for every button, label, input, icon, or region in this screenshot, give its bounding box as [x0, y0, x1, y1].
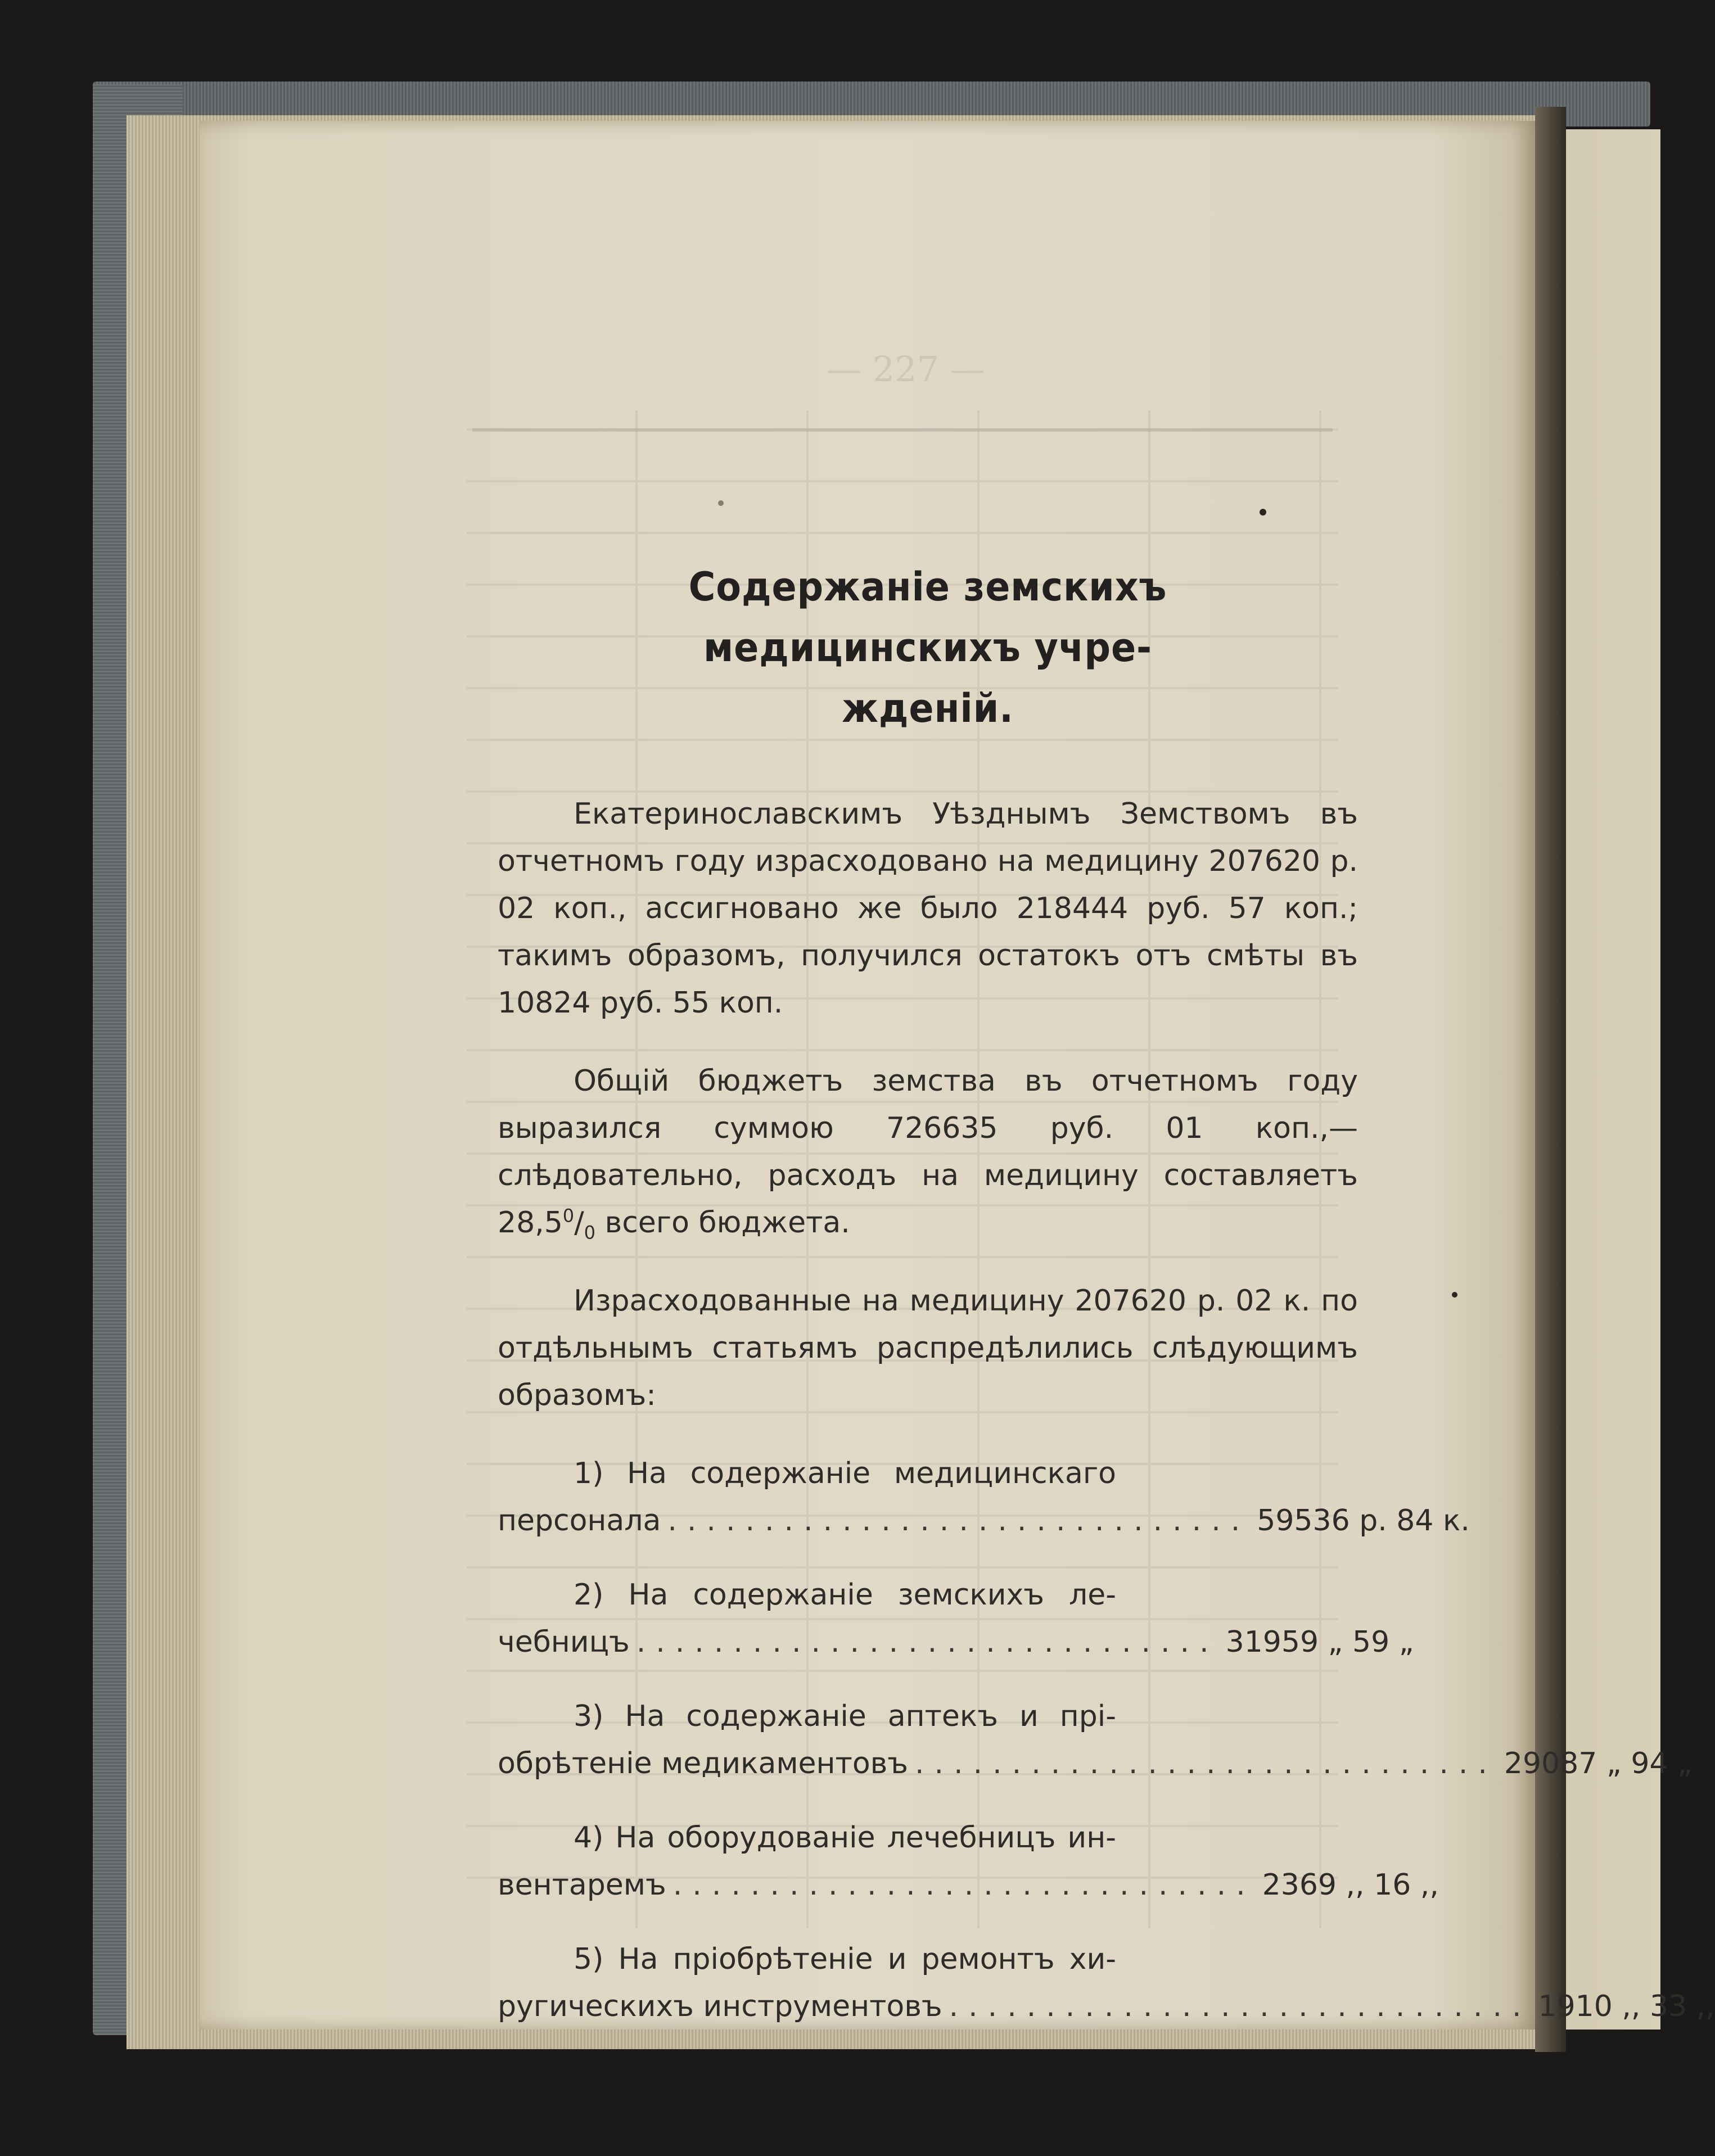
- expense-item: [498, 1814, 1439, 1909]
- bleed-through-page-number: — 227 —: [827, 349, 985, 390]
- expense-item-label: 4) На оборудованіе лечебницъ ин-: [574, 1821, 1116, 1855]
- expense-item-amount: 2369 ,, 16 ,,: [1262, 1868, 1439, 1902]
- section-title: [528, 557, 1328, 739]
- expense-list: [498, 1450, 1715, 2030]
- ink-speck: [718, 500, 724, 506]
- expense-item-amount: 1910 ,, 33 ,,: [1538, 1990, 1715, 2023]
- ink-speck: [1260, 509, 1266, 516]
- expense-item: [498, 1693, 1693, 1787]
- budget-text-end: всего бюджета.: [595, 1206, 850, 1240]
- expense-item-label-cont: вентаремъ: [498, 1868, 666, 1902]
- expense-item: [498, 1571, 1414, 1666]
- percent-sup: 0: [562, 1205, 575, 1227]
- paragraph-expenses: Екатеринославскимъ Уѣзднымъ Земствомъ въ отчетномъ году израсходовано на медицину 207620 р. 02 коп., ассигновано же было 218444 руб. 57 коп.; такимъ образомъ, получился остатокъ отъ смѣты въ 10824 руб. 55 коп.: [498, 797, 1358, 1020]
- expense-item-label-cont: чебницъ: [498, 1625, 630, 1659]
- leader-dots: ..............................: [949, 1990, 1532, 2023]
- expense-item: [498, 1450, 1470, 1544]
- paragraph-budget: [498, 1057, 1358, 1246]
- expense-item-amount: 29087 „ 94 „: [1504, 1747, 1693, 1780]
- expense-item: [498, 1936, 1715, 2030]
- percent-slash: /: [574, 1206, 584, 1240]
- expense-item-label: 2) На содержаніе земскихъ ле-: [574, 1578, 1116, 1612]
- section-title-text: Содержаніе земскихъ медицинскихъ учре- жденій.: [688, 564, 1167, 731]
- leader-dots: ..............................: [673, 1868, 1256, 1902]
- budget-text: Общій бюджетъ земства въ отчетномъ году выразился суммою 726635 руб. 01 коп.,—слѣдовательно, расходъ на медицину составляетъ 28,5: [498, 1064, 1358, 1240]
- expense-item-amount: 59536 р. 84 к.: [1257, 1504, 1470, 1538]
- expense-item-amount: 31959 „ 59 „: [1225, 1625, 1414, 1659]
- expense-item-label: 5) На пріобрѣтеніе и ремонтъ хи-: [574, 1942, 1116, 1976]
- leader-dots: ..............................: [667, 1504, 1251, 1538]
- expense-item-label: 3) На содержаніе аптекъ и прі-: [574, 1700, 1116, 1733]
- page-content: [498, 557, 1715, 2030]
- leader-dots: ..............................: [636, 1625, 1219, 1659]
- percent-sub: 0: [584, 1222, 596, 1244]
- expense-item-label-cont: персонала: [498, 1504, 661, 1538]
- expense-item-label: 1) На содержаніе медицинскаго: [574, 1457, 1116, 1490]
- ink-speck: [1452, 1292, 1457, 1298]
- expense-item-label-cont: ругическихъ инструментовъ: [498, 1990, 942, 2023]
- expense-item-label-cont: обрѣтеніе медикаментовъ: [498, 1747, 909, 1780]
- paragraph-distribution: Израсходованные на медицину 207620 р. 02 к. по отдѣльнымъ статьямъ распредѣлились слѣдующимъ образомъ:: [498, 1284, 1358, 1412]
- leader-dots: ..............................: [915, 1747, 1497, 1780]
